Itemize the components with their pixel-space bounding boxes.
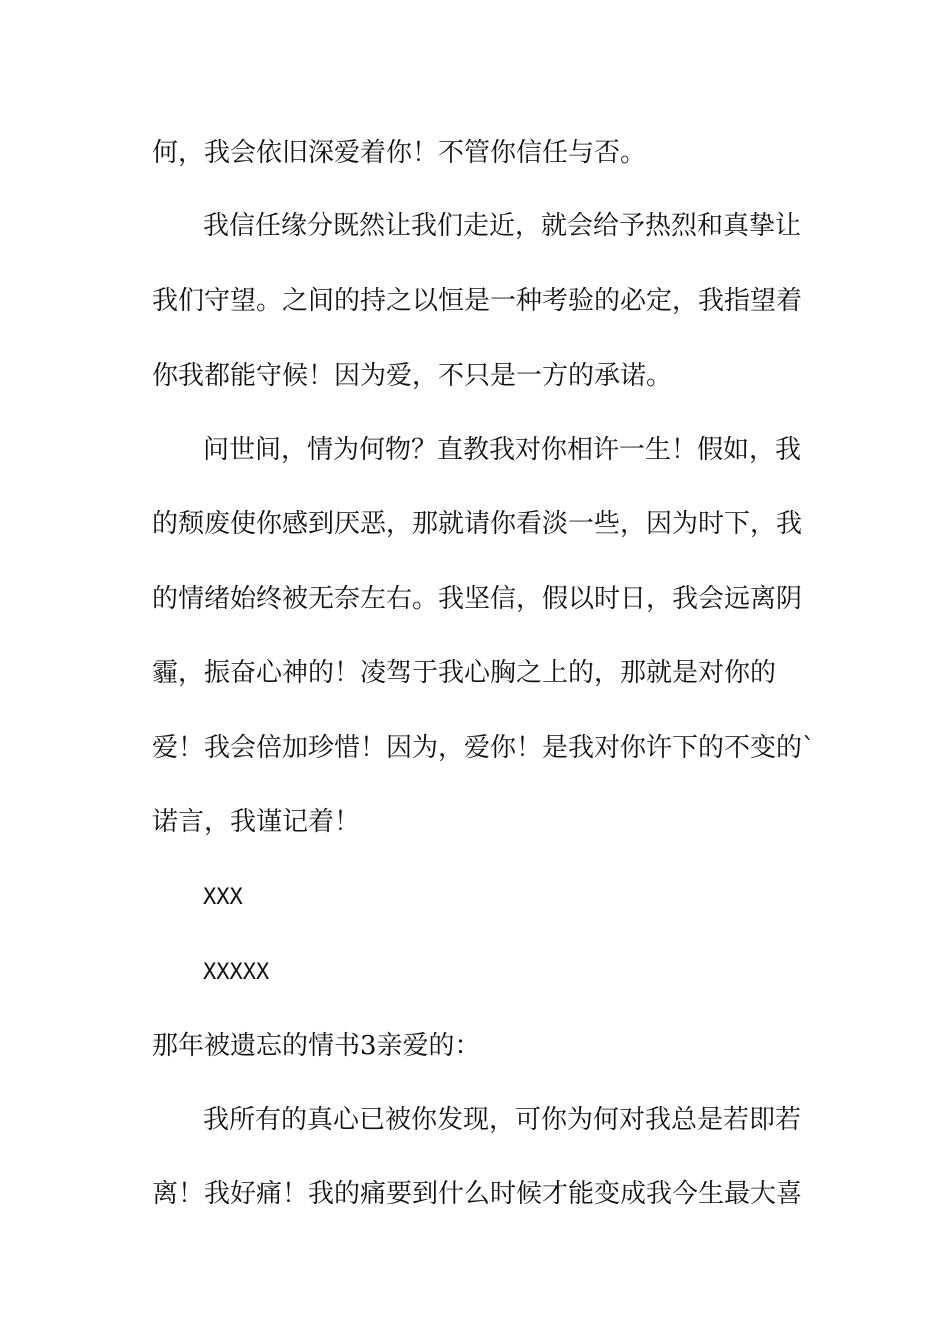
- paragraph-line: 我们守望。之间的持之以恒是一种考验的必定，我指望着: [152, 286, 803, 316]
- paragraph-line: 的颓废使你感到厌恶，那就请你看淡一些，因为时下，我: [152, 509, 803, 539]
- paragraph-line: 的情绪始终被无奈左右。我坚信，假以时日，我会远离阴: [152, 584, 803, 614]
- paragraph-line: 你我都能守候！因为爱，不只是一方的承诺。: [152, 361, 673, 391]
- signature-date: XXXXX: [203, 960, 270, 985]
- paragraph-line: 霾，振奋心神的！凌驾于我心胸之上的，那就是对你的: [152, 658, 777, 688]
- paragraph-line: 诺言，我谨记着！: [152, 807, 361, 837]
- paragraph-line: 离！我好痛！我的痛要到什么时候才能变成我今生最大喜: [152, 1179, 803, 1209]
- paragraph-line: 何，我会依旧深爱着你！不管你信任与否。: [152, 138, 647, 168]
- paragraph-line: 我信任缘分既然让我们走近，就会给予热烈和真挚让: [203, 211, 802, 241]
- paragraph-line: 我所有的真心已被你发现，可你为何对我总是若即若: [203, 1105, 802, 1135]
- signature-name: XXX: [203, 885, 243, 910]
- paragraph-line: 问世间，情为何物？直教我对你相许一生！假如，我: [203, 435, 802, 465]
- paragraph-line: 爱！我会倍加珍惜！因为，爱你！是我对你许下的不变的`: [152, 733, 816, 763]
- section-heading: 那年被遗忘的情书3亲爱的：: [152, 1031, 481, 1061]
